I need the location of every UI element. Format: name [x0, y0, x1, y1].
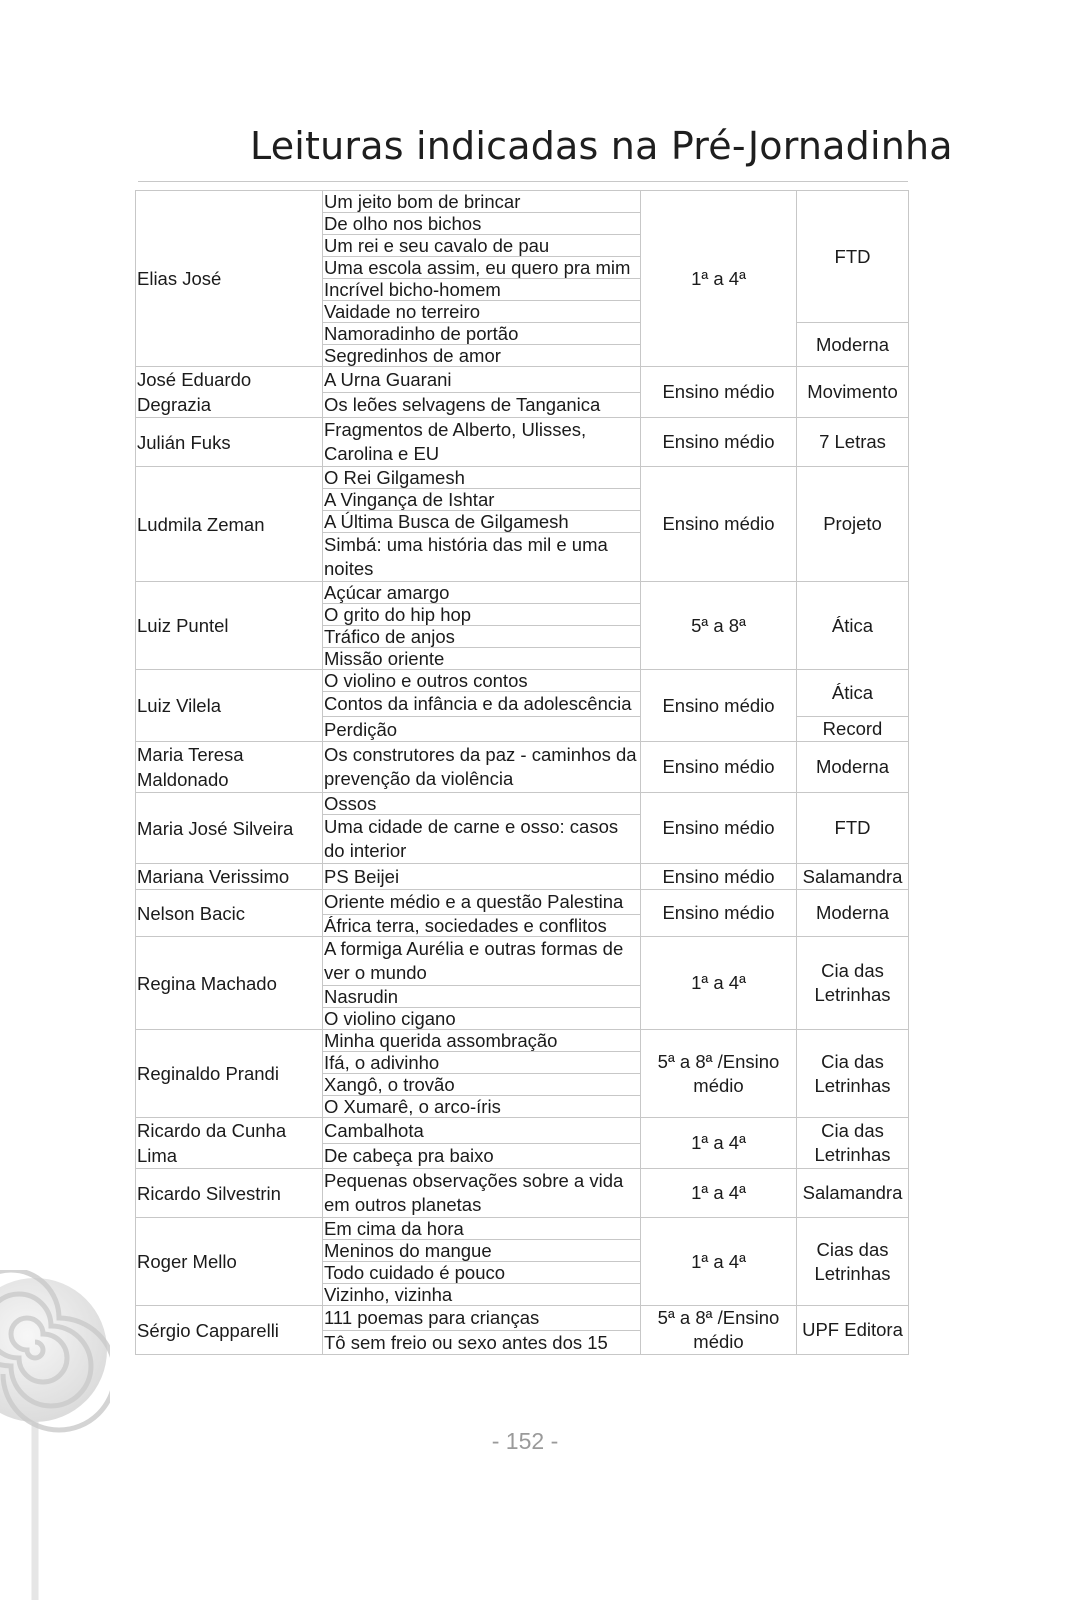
- book-cell: Tráfico de anjos: [323, 626, 641, 648]
- book-cell: Os leões selvagens de Tanganica: [323, 392, 641, 418]
- level-cell: 5ª a 8ª /Ensino médio: [641, 1306, 797, 1355]
- book-cell: A formiga Aurélia e outras formas de ver o mundo: [323, 937, 641, 986]
- publisher-cell: FTD: [797, 191, 909, 323]
- level-cell: Ensino médio: [641, 793, 797, 864]
- book-cell: Os construtores da paz - caminhos da prevenção da violência: [323, 742, 641, 793]
- author-cell: Roger Mello: [136, 1218, 323, 1306]
- book-cell: Cambalhota: [323, 1118, 641, 1144]
- book-cell: Vizinho, vizinha: [323, 1284, 641, 1306]
- book-cell: De olho nos bichos: [323, 213, 641, 235]
- book-cell: O Xumarê, o arco-íris: [323, 1096, 641, 1118]
- book-cell: De cabeça pra baixo: [323, 1143, 641, 1169]
- book-cell: A Urna Guarani: [323, 367, 641, 393]
- book-cell: Contos da infância e da adolescência: [323, 692, 641, 717]
- publisher-cell: FTD: [797, 793, 909, 864]
- table-row: [136, 418, 909, 467]
- book-cell: Vaidade no terreiro: [323, 301, 641, 323]
- author-cell: Maria José Silveira: [136, 793, 323, 864]
- publisher-cell: Cia das Letrinhas: [797, 1030, 909, 1118]
- table-row: [136, 367, 909, 393]
- publisher-cell: 7 Letras: [797, 418, 909, 467]
- publisher-cell: Cias das Letrinhas: [797, 1218, 909, 1306]
- author-cell: Sérgio Capparelli: [136, 1306, 323, 1355]
- publisher-cell: Salamandra: [797, 1169, 909, 1218]
- publisher-cell: Cia das Letrinhas: [797, 1118, 909, 1169]
- book-cell: Perdição: [323, 717, 641, 742]
- level-cell: 1ª a 4ª: [641, 1118, 797, 1169]
- level-cell: 1ª a 4ª: [641, 1218, 797, 1306]
- book-cell: Tô sem freio ou sexo antes dos 15: [323, 1330, 641, 1355]
- book-cell: O Rei Gilgamesh: [323, 467, 641, 489]
- book-cell: Todo cuidado é pouco: [323, 1262, 641, 1284]
- publisher-cell: Moderna: [797, 890, 909, 937]
- publisher-cell: Moderna: [797, 323, 909, 367]
- book-cell: A Última Busca de Gilgamesh: [323, 511, 641, 533]
- book-cell: Namoradinho de portão: [323, 323, 641, 345]
- author-cell: Nelson Bacic: [136, 890, 323, 937]
- book-cell: A Vingança de Ishtar: [323, 489, 641, 511]
- level-cell: Ensino médio: [641, 467, 797, 582]
- book-cell: África terra, sociedades e conflitos: [323, 915, 641, 937]
- table-row: [136, 1118, 909, 1144]
- page-title: Leituras indicadas na Pré-Jornadinha: [250, 124, 953, 168]
- book-cell: O violino e outros contos: [323, 670, 641, 692]
- book-cell: O violino cigano: [323, 1008, 641, 1030]
- level-cell: Ensino médio: [641, 367, 797, 418]
- book-cell: Pequenas observações sobre a vida em outros planetas: [323, 1169, 641, 1218]
- table-row: [136, 1030, 909, 1052]
- author-cell: Maria Teresa Maldonado: [136, 742, 323, 793]
- level-cell: 5ª a 8ª: [641, 582, 797, 670]
- book-cell: Incrível bicho-homem: [323, 279, 641, 301]
- author-cell: Julián Fuks: [136, 418, 323, 467]
- author-cell: Luiz Vilela: [136, 670, 323, 742]
- table-row: [136, 191, 909, 213]
- book-cell: Uma escola assim, eu quero pra mim: [323, 257, 641, 279]
- table-row: [136, 937, 909, 986]
- book-cell: Ifá, o adivinho: [323, 1052, 641, 1074]
- book-cell: Fragmentos de Alberto, Ulisses, Carolina e EU: [323, 418, 641, 467]
- table-row: [136, 1169, 909, 1218]
- table-row: [136, 793, 909, 815]
- book-cell: 111 poemas para crianças: [323, 1306, 641, 1331]
- level-cell: Ensino médio: [641, 670, 797, 742]
- table-row: [136, 890, 909, 915]
- table-row: [136, 670, 909, 692]
- author-cell: Reginaldo Prandi: [136, 1030, 323, 1118]
- book-cell: Uma cidade de carne e osso: casos do interior: [323, 815, 641, 864]
- author-cell: Luiz Puntel: [136, 582, 323, 670]
- page-number: - 152 -: [491, 1428, 559, 1454]
- publisher-cell: Moderna: [797, 742, 909, 793]
- level-cell: Ensino médio: [641, 890, 797, 937]
- book-cell: PS Beijei: [323, 864, 641, 890]
- table-row: [136, 582, 909, 604]
- publisher-cell: Cia das Letrinhas: [797, 937, 909, 1030]
- author-cell: Ricardo da Cunha Lima: [136, 1118, 323, 1169]
- author-cell: Elias José: [136, 191, 323, 367]
- table-row: [136, 467, 909, 489]
- publisher-cell: Salamandra: [797, 864, 909, 890]
- table-row: [136, 742, 909, 793]
- level-cell: Ensino médio: [641, 418, 797, 467]
- book-cell: Simbá: uma história das mil e uma noites: [323, 533, 641, 582]
- book-cell: Um rei e seu cavalo de pau: [323, 235, 641, 257]
- level-cell: 1ª a 4ª: [641, 1169, 797, 1218]
- author-cell: Regina Machado: [136, 937, 323, 1030]
- reading-list-table: [135, 190, 909, 1355]
- publisher-cell: Ática: [797, 670, 909, 717]
- author-cell: Ludmila Zeman: [136, 467, 323, 582]
- publisher-cell: Ática: [797, 582, 909, 670]
- table-row: [136, 1218, 909, 1240]
- book-cell: Em cima da hora: [323, 1218, 641, 1240]
- book-cell: Segredinhos de amor: [323, 345, 641, 367]
- book-cell: O grito do hip hop: [323, 604, 641, 626]
- book-cell: Açúcar amargo: [323, 582, 641, 604]
- publisher-cell: UPF Editora: [797, 1306, 909, 1355]
- book-cell: Meninos do mangue: [323, 1240, 641, 1262]
- level-cell: Ensino médio: [641, 864, 797, 890]
- book-cell: Um jeito bom de brincar: [323, 191, 641, 213]
- book-cell: Ossos: [323, 793, 641, 815]
- author-cell: José Eduardo Degrazia: [136, 367, 323, 418]
- book-cell: Oriente médio e a questão Palestina: [323, 890, 641, 915]
- table-row: [136, 1306, 909, 1331]
- publisher-cell: Record: [797, 717, 909, 742]
- title-divider: [138, 181, 908, 182]
- author-cell: Ricardo Silvestrin: [136, 1169, 323, 1218]
- level-cell: 1ª a 4ª: [641, 191, 797, 367]
- level-cell: 5ª a 8ª /Ensino médio: [641, 1030, 797, 1118]
- table-row: [136, 864, 909, 890]
- level-cell: Ensino médio: [641, 742, 797, 793]
- book-cell: Xangô, o trovão: [323, 1074, 641, 1096]
- publisher-cell: Projeto: [797, 467, 909, 582]
- publisher-cell: Movimento: [797, 367, 909, 418]
- level-cell: 1ª a 4ª: [641, 937, 797, 1030]
- book-cell: Missão oriente: [323, 648, 641, 670]
- author-cell: Mariana Verissimo: [136, 864, 323, 890]
- book-cell: Minha querida assombração: [323, 1030, 641, 1052]
- book-cell: Nasrudin: [323, 986, 641, 1008]
